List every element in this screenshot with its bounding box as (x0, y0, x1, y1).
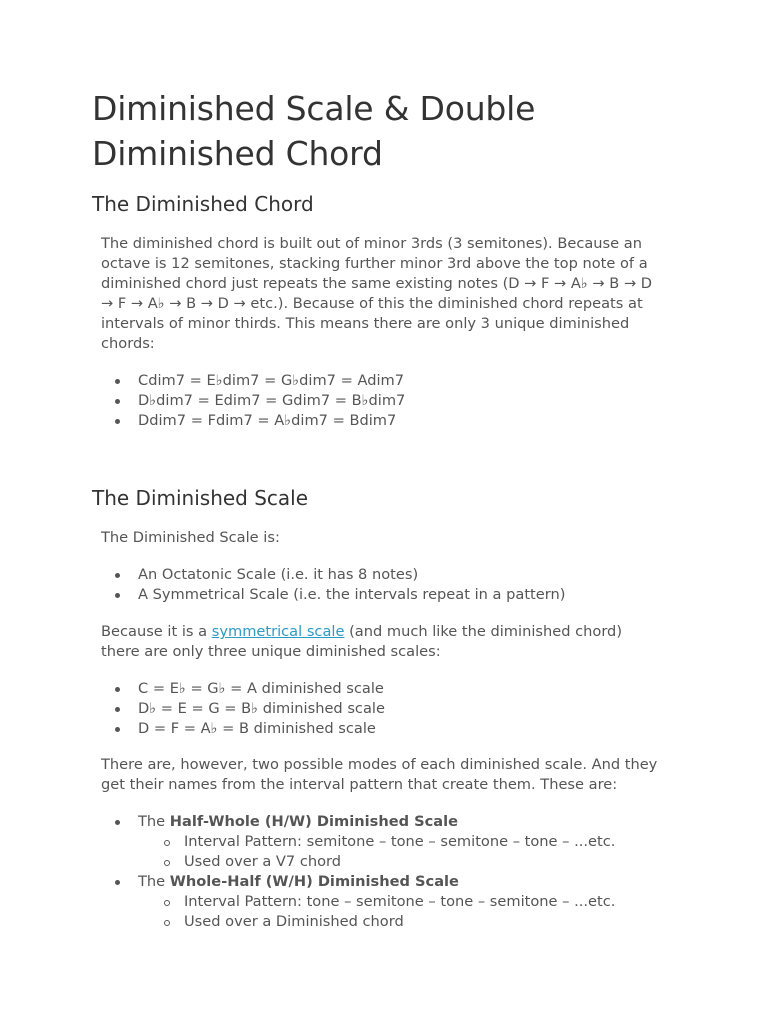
mode-item-half-whole (101, 812, 615, 872)
symmetrical-scale-link[interactable]: symmetrical scale (211, 623, 345, 640)
modes-list (101, 812, 615, 932)
list-item: D♭dim7 = Edim7 = Gdim7 = B♭dim7 (101, 391, 405, 411)
list-item: Ddim7 = Fdim7 = A♭dim7 = Bdim7 (101, 411, 405, 431)
paragraph-text: Because it is a (101, 623, 212, 640)
scale-properties-list (101, 565, 565, 605)
mode-prefix: The (138, 873, 170, 890)
section-heading-diminished-chord: The Diminished Chord (92, 192, 314, 216)
sub-list-item: Interval Pattern: tone – semitone – tone – semitone – ...etc. (138, 892, 615, 912)
mode-prefix: The (138, 813, 170, 830)
mode-item-whole-half (101, 872, 615, 932)
list-item: D♭ = E = G = B♭ diminished scale (101, 699, 385, 719)
diminished-chord-paragraph: The diminished chord is built out of minor 3rds (3 semitones). Because an octave is 12 semitones, stacking further minor 3rd above the top note of a diminished chord just repeats the same existing notes (D → F → A♭ → B → D → F → A♭ → B → D → etc.). Because of this the diminished chord repeats at intervals of minor thirds. This means there are only 3 unique diminished chords: (101, 235, 653, 352)
diminished-chords-list (101, 371, 405, 431)
list-item: A Symmetrical Scale (i.e. the intervals repeat in a pattern) (101, 585, 565, 605)
modes-paragraph: There are, however, two possible modes of each diminished scale. And they get their names from the interval pattern that create them. These are: (101, 756, 658, 793)
paragraph-text: (and much like the diminished chord) there are only three unique diminished scales: (101, 623, 623, 660)
list-item: D = F = A♭ = B diminished scale (101, 719, 385, 739)
mode-name: Whole-Half (W/H) Diminished Scale (169, 873, 459, 890)
section-heading-diminished-scale: The Diminished Scale (92, 486, 309, 510)
diminished-scale-intro: The Diminished Scale is: (101, 529, 280, 546)
mode-details-list (138, 892, 615, 932)
page-title: Diminished Scale & Double Diminished Chord (92, 89, 536, 173)
unique-scales-list (101, 679, 385, 739)
sub-list-item: Used over a Diminished chord (138, 912, 615, 932)
list-item: C = E♭ = G♭ = A diminished scale (101, 679, 385, 699)
sub-list-item: Used over a V7 chord (138, 852, 615, 872)
mode-details-list (138, 832, 615, 872)
mode-name: Half-Whole (H/W) Diminished Scale (169, 813, 459, 830)
list-item: An Octatonic Scale (i.e. it has 8 notes) (101, 565, 565, 585)
list-item: Cdim7 = E♭dim7 = G♭dim7 = Adim7 (101, 371, 405, 391)
unique-scales-paragraph (101, 622, 661, 662)
sub-list-item: Interval Pattern: semitone – tone – semitone – tone – ...etc. (138, 832, 615, 852)
